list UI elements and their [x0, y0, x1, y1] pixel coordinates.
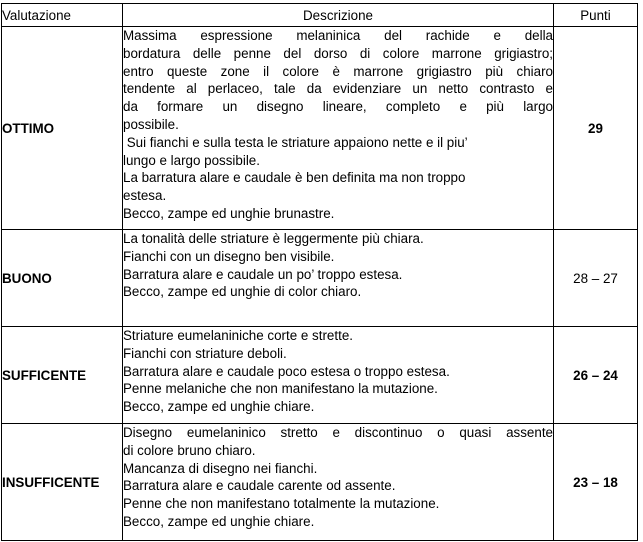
description-line: Disegno eumelaninico stretto e discontinuo o quasi assente: [123, 425, 553, 440]
rating-label: OTTIMO: [2, 27, 123, 230]
header-punti: Punti: [554, 4, 638, 27]
table-header-row: [2, 4, 638, 27]
description-line: lungo e largo possibile.: [123, 152, 260, 168]
description-line: Mancanza di disegno nei fianchi.: [123, 460, 318, 476]
description-line: Barratura alare e caudale poco estesa o troppo estesa.: [123, 363, 450, 379]
description-line: Massima espressione melaninica del rachide e della: [123, 28, 553, 43]
description-line: Penne melaniche che non manifestano la mutazione.: [123, 381, 438, 397]
rating-label: INSUFFICENTE: [2, 424, 123, 541]
rating-points: 28 – 27: [554, 230, 638, 327]
description-line: Penne che non manifestano totalmente la mutazione.: [123, 496, 440, 512]
description-line: possibile.: [123, 116, 179, 132]
description-line: Sui fianchi e sulla testa le striature appaiono nette e il piu’: [123, 134, 468, 150]
description-line: La tonalità delle striature è leggermente più chiara.: [123, 231, 424, 246]
evaluation-table: [1, 3, 638, 541]
description-line: Fianchi con striature deboli.: [123, 345, 287, 361]
rating-label: SUFFICENTE: [2, 327, 123, 424]
rating-label: BUONO: [2, 230, 123, 327]
description-line: Becco, zampe ed unghie chiare.: [123, 399, 315, 415]
header-valutazione: Valutazione: [2, 4, 123, 27]
description-line: estesa.: [123, 188, 167, 204]
description-line: Barratura alare e caudale carente od assente.: [123, 478, 396, 494]
rating-description: [123, 424, 554, 541]
header-descrizione: Descrizione: [123, 4, 554, 27]
description-line: Becco, zampe ed unghie di color chiaro.: [123, 284, 362, 300]
table-row-insufficente: [2, 424, 638, 541]
description-line: Becco, zampe ed unghie chiare.: [123, 513, 315, 529]
description-line: Striature eumelaniniche corte e strette.: [123, 328, 353, 343]
table-row-sufficente: [2, 327, 638, 424]
description-line: Fianchi con un disegno ben visibile.: [123, 248, 335, 264]
rating-points: 29: [554, 27, 638, 230]
description-line: Barratura alare e caudale un po’ troppo estesa.: [123, 266, 403, 282]
table-row-ottimo: [2, 27, 638, 230]
description-line: tendente al perlaceo, tale da evidenziare un netto contrasto e: [123, 81, 553, 97]
description-line: entro queste zone il colore è marrone grigiastro più chiaro: [123, 63, 553, 79]
rating-description: [123, 27, 554, 230]
rating-points: 26 – 24: [554, 327, 638, 424]
rating-points: 23 – 18: [554, 424, 638, 541]
rating-description: [123, 327, 554, 424]
description-line: bordatura delle penne del dorso di colore marrone grigiastro;: [123, 45, 553, 61]
rating-description: [123, 230, 554, 327]
description-line: di colore bruno chiaro.: [123, 442, 256, 458]
description-line: Becco, zampe ed unghie brunastre.: [123, 205, 335, 221]
description-line: da formare un disegno lineare, completo e più largo: [123, 99, 553, 115]
description-line: La barratura alare e caudale è ben definita ma non troppo: [123, 170, 466, 186]
table-row-buono: [2, 230, 638, 327]
